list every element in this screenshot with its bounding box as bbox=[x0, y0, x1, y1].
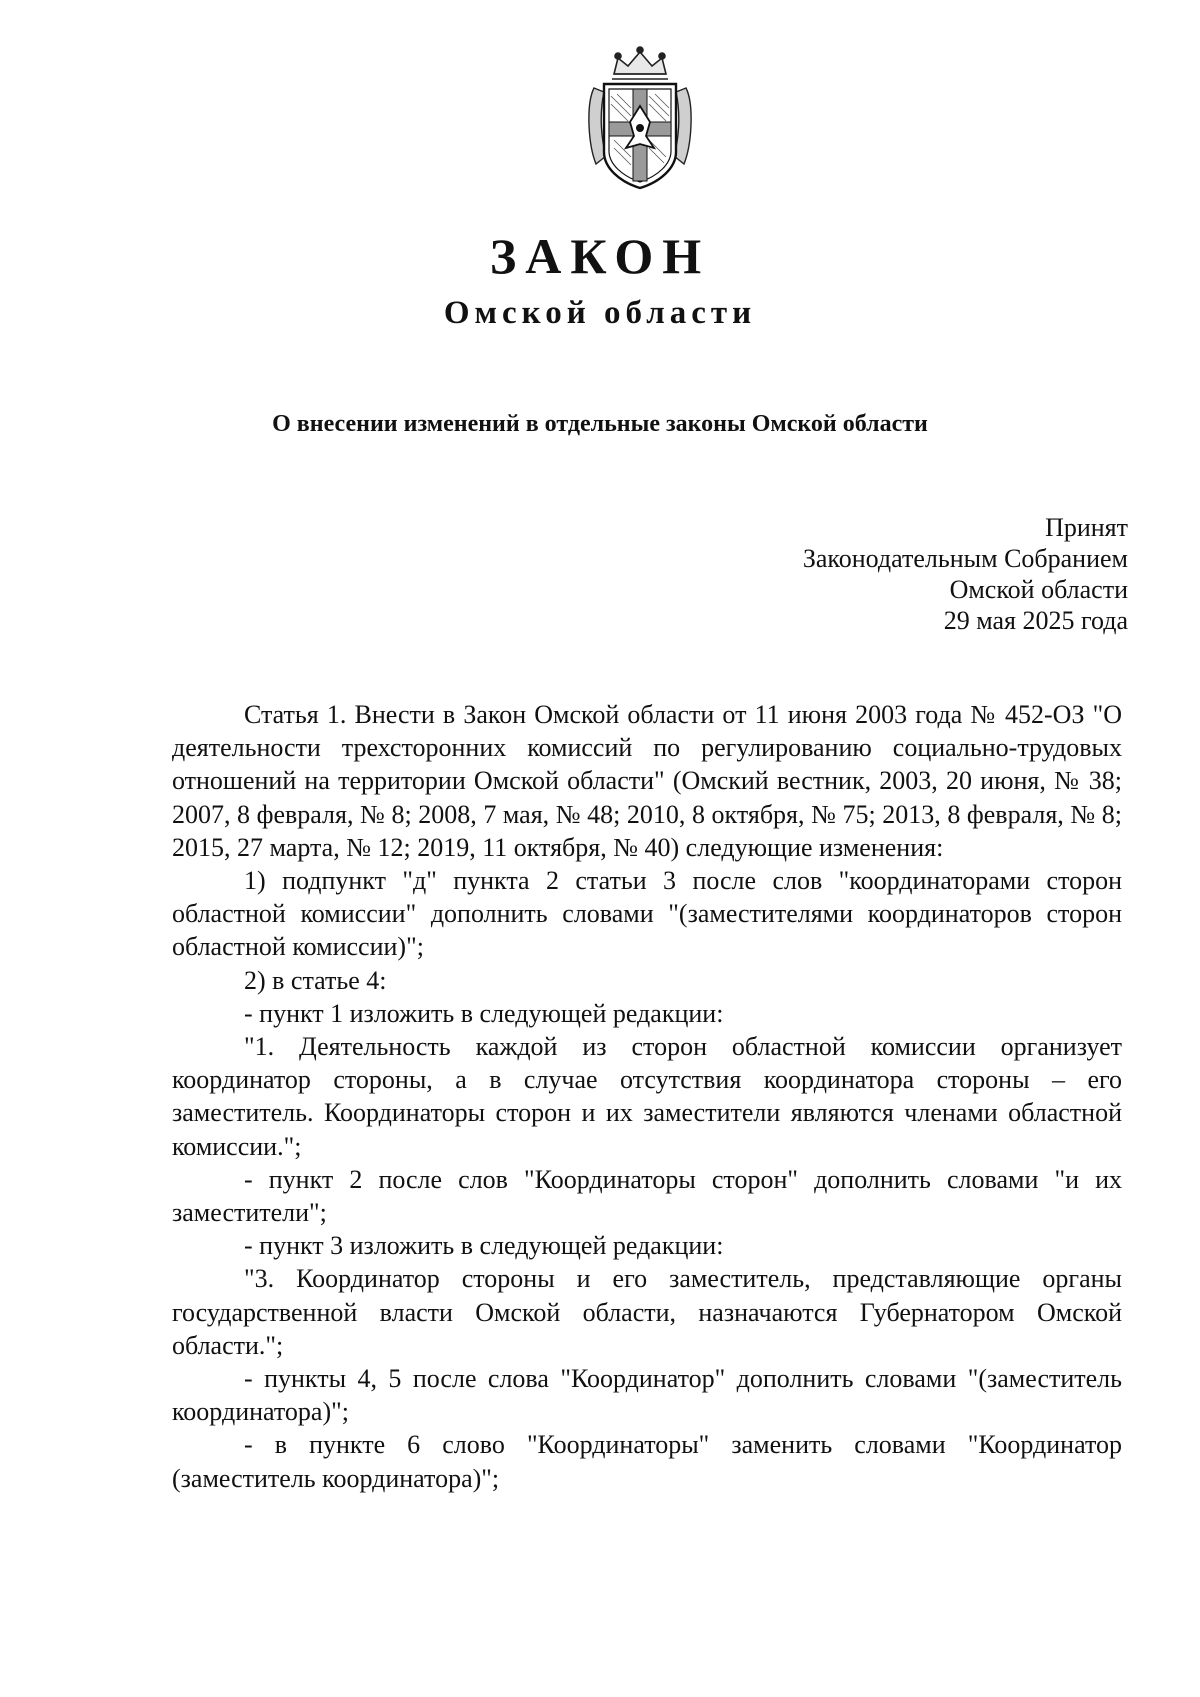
article-paragraph: - в пункте 6 слово "Координаторы" заменить словами "Координатор (заместитель координатора)"; bbox=[172, 1430, 1122, 1493]
article-paragraph: - пункт 2 после слов "Координаторы сторон" дополнить словами "и их заместители"; bbox=[172, 1164, 1122, 1228]
document-subtitle: Омской области bbox=[443, 295, 757, 331]
article-paragraph: "1. Деятельность каждой из сторон областной комиссии организует координатор стороны, а в случае отсутствия координатора стороны – его заместитель. Координаторы сторон и их заместители являются членами областной комиссии."; bbox=[172, 1032, 1122, 1161]
article-paragraph: - пункт 1 изложить в следующей редакции: bbox=[244, 998, 724, 1028]
article-paragraph: Статья 1. Внести в Закон Омской области от 11 июня 2003 года № 452-ОЗ "О деятельности трехсторонних комиссий по регулированию социально-трудовых отношений на территории Омской области" (Омский вестник, 2003, 20 июня, № 38; 2007, 8 февраля, № 8; 2008, 7 мая, № 48; 2010, 8 октября, № 75; 2013, 8 февраля, № 8; 2015, 27 марта, № 12; 2019, 11 октября, № 40) следующие изменения: bbox=[172, 700, 1122, 862]
adoption-block bbox=[803, 512, 1128, 636]
article-paragraph: - пункт 3 изложить в следующей редакции: bbox=[244, 1231, 724, 1261]
document-title: ЗАКОН bbox=[489, 228, 711, 284]
article-paragraph: 2) в статье 4: bbox=[244, 965, 387, 995]
law-body bbox=[172, 698, 1122, 1495]
article-paragraph: - пункты 4, 5 после слова "Координатор" дополнить словами "(заместитель координатора)"; bbox=[172, 1364, 1122, 1427]
adoption-line: Принят bbox=[1045, 513, 1128, 542]
coat-of-arms-emblem bbox=[584, 44, 696, 194]
adoption-date: 29 мая 2025 года bbox=[943, 606, 1128, 635]
adoption-line: Омской области bbox=[949, 575, 1128, 604]
law-heading: О внесении изменений в отдельные законы Омской области bbox=[272, 411, 928, 437]
adoption-line: Законодательным Собранием bbox=[802, 544, 1128, 573]
article-paragraph: "3. Координатор стороны и его заместитель, представляющие органы государственной власти Омской области, назначаются Губернатором Омской области."; bbox=[172, 1264, 1122, 1360]
article-paragraph: 1) подпункт "д" пункта 2 статьи 3 после слов "координаторами сторон областной комиссии" дополнить словами "(заместителями координаторов сторон областной комиссии)"; bbox=[172, 866, 1122, 962]
